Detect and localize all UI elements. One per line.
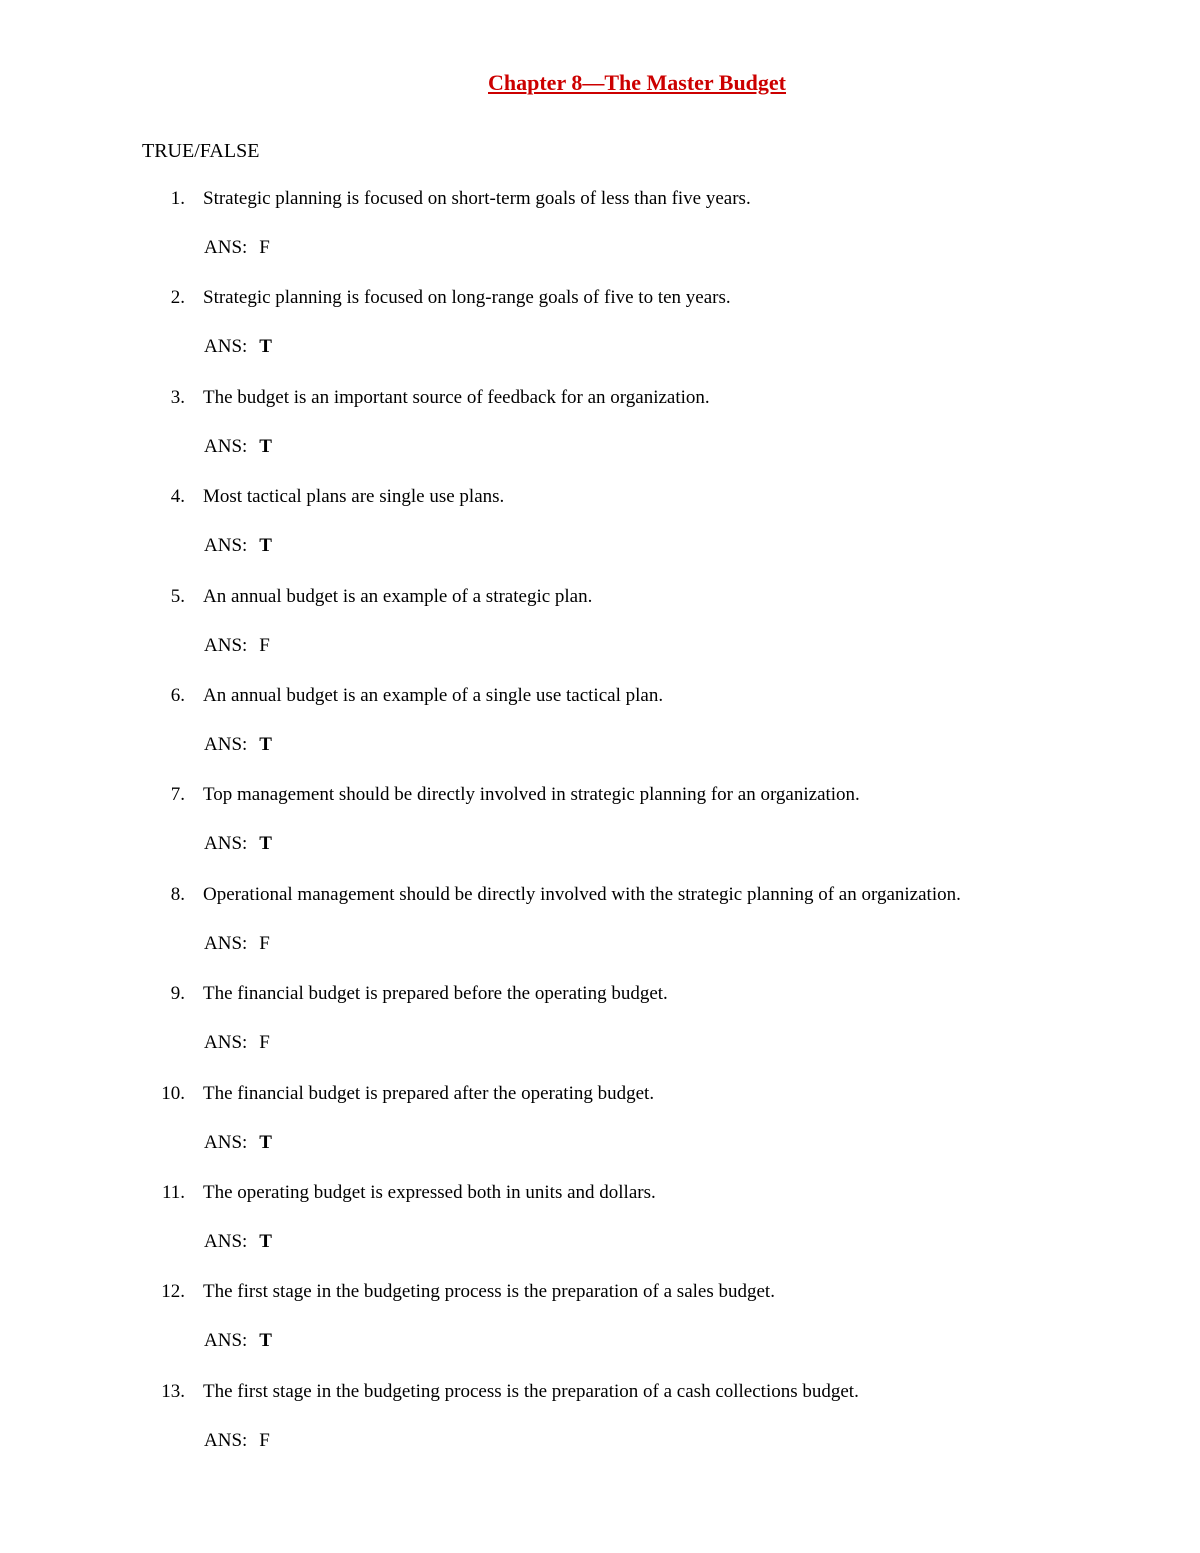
question-text: The budget is an important source of feedback for an organization. — [203, 386, 710, 408]
question-item — [0, 884, 1200, 983]
answer-label: ANS: — [204, 1330, 248, 1352]
answer-line — [204, 1330, 272, 1352]
question-item — [0, 387, 1200, 486]
answer-line — [204, 1231, 272, 1253]
answer-value: F — [259, 1429, 270, 1451]
answer-label: ANS: — [204, 1032, 248, 1054]
answer-value: T — [259, 1230, 272, 1252]
question-number: 7. — [170, 784, 185, 806]
answer-label: ANS: — [204, 833, 248, 855]
question-number: 10. — [161, 1082, 185, 1104]
question-item — [0, 287, 1200, 386]
question-item — [0, 586, 1200, 685]
answer-label: ANS: — [204, 1429, 248, 1451]
question-text: Operational management should be directly involved with the strategic planning of an organization. — [203, 883, 961, 905]
answer-line — [204, 535, 272, 557]
answer-line — [204, 237, 270, 259]
question-list — [0, 188, 1200, 1480]
question-text: Most tactical plans are single use plans. — [203, 486, 505, 508]
question-item — [0, 1083, 1200, 1182]
answer-value: F — [259, 237, 270, 258]
answer-value: F — [259, 634, 270, 656]
answer-label: ANS: — [204, 237, 248, 258]
question-item — [0, 486, 1200, 585]
question-number: 1. — [170, 188, 185, 209]
question-number: 8. — [170, 883, 185, 905]
question-item — [0, 1381, 1200, 1480]
answer-label: ANS: — [204, 634, 248, 656]
question-item — [0, 188, 1200, 287]
question-text: The financial budget is prepared after the operating budget. — [203, 1082, 655, 1104]
answer-label: ANS: — [204, 435, 248, 457]
question-item — [0, 685, 1200, 784]
answer-label: ANS: — [204, 932, 248, 954]
question-number: 12. — [161, 1281, 185, 1303]
answer-value: F — [259, 1032, 270, 1054]
question-number: 13. — [161, 1380, 185, 1402]
question-number: 3. — [170, 386, 185, 408]
answer-line — [204, 336, 272, 358]
answer-line — [204, 734, 272, 756]
page-title: Chapter 8—The Master Budget — [488, 70, 787, 95]
answer-line — [204, 1430, 270, 1452]
section-heading: TRUE/FALSE — [142, 140, 260, 162]
question-number: 4. — [170, 486, 185, 508]
question-text: An annual budget is an example of a strategic plan. — [203, 585, 593, 607]
answer-line — [204, 1032, 270, 1054]
question-item — [0, 1182, 1200, 1281]
answer-value: F — [259, 932, 270, 954]
question-item — [0, 1281, 1200, 1380]
question-item — [0, 784, 1200, 883]
answer-value: T — [259, 435, 272, 457]
answer-value: T — [259, 336, 272, 358]
answer-value: T — [259, 535, 272, 557]
question-text: Top management should be directly involved in strategic planning for an organization. — [203, 784, 860, 806]
answer-line — [204, 635, 270, 657]
question-text: Strategic planning is focused on short-term goals of less than five years. — [203, 188, 751, 209]
answer-label: ANS: — [204, 1131, 248, 1153]
answer-value: T — [259, 1131, 272, 1153]
question-number: 2. — [170, 287, 185, 309]
question-number: 11. — [161, 1181, 185, 1203]
answer-label: ANS: — [204, 733, 248, 755]
answer-value: T — [259, 733, 272, 755]
answer-value: T — [259, 1330, 272, 1352]
answer-label: ANS: — [204, 535, 248, 557]
question-text: The operating budget is expressed both in units and dollars. — [203, 1181, 656, 1203]
question-number: 5. — [170, 585, 185, 607]
question-text: Strategic planning is focused on long-range goals of five to ten years. — [203, 287, 731, 309]
question-text: An annual budget is an example of a single use tactical plan. — [203, 684, 664, 706]
question-item — [0, 983, 1200, 1082]
answer-label: ANS: — [204, 1230, 248, 1252]
answer-line — [204, 436, 272, 458]
question-text: The first stage in the budgeting process is the preparation of a cash collections budget. — [203, 1380, 859, 1402]
question-number: 9. — [170, 983, 185, 1005]
answer-line — [204, 833, 272, 855]
question-text: The financial budget is prepared before the operating budget. — [203, 983, 668, 1005]
question-number: 6. — [170, 684, 185, 706]
question-text: The first stage in the budgeting process is the preparation of a sales budget. — [203, 1281, 775, 1303]
answer-value: T — [259, 833, 272, 855]
answer-line — [204, 933, 270, 955]
answer-line — [204, 1132, 272, 1154]
answer-label: ANS: — [204, 336, 248, 358]
